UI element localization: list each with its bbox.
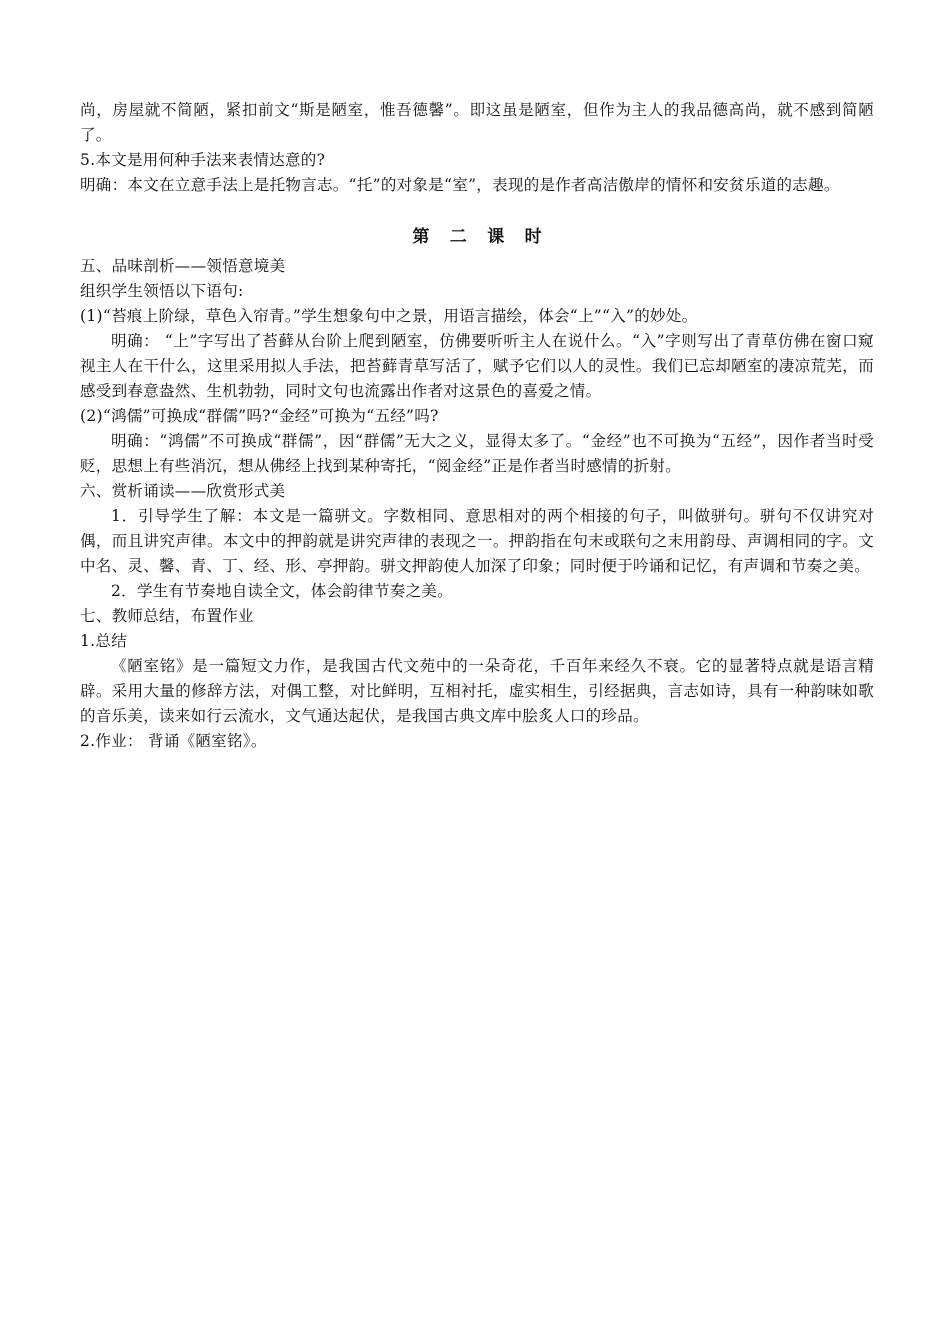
question-5-answer: 明确：本文在立意手法上是托物言志。“托”的对象是“室”，表现的是作者高洁傲岸的情怀和安贫乐道的志趣。	[80, 176, 840, 194]
section-title: 第二课时	[412, 227, 562, 247]
section-5-question-1: (1)“苔痕上阶绿，草色入帘青。”学生想象句中之景，用语言描绘，体会“上”“入”的妙处。	[80, 307, 698, 325]
section-7-heading: 七、教师总结，布置作业	[80, 607, 254, 625]
section-7-summary: 《陋室铭》是一篇短文力作，是我国古代文苑中的一朵奇花，千百年来经久不衰。它的显著特点就是语言精辟。采用大量的修辞方法，对偶工整，对比鲜明，互相衬托，虚实相生，引经据典，言志如诗，具有一种韵味如歌的音乐美，读来如行云流水，文气通达起伏，是我国古典文库中脍炙人口的珍品。	[80, 657, 874, 725]
section-5-intro: 组织学生领悟以下语句:	[80, 282, 244, 300]
section-7-homework: 2.作业： 背诵《陋室铭》。	[80, 732, 267, 750]
section-6-paragraph-1: 1．引导学生了解：本文是一篇骈文。字数相同、意思相对的两个相接的句子，叫做骈句。骈句不仅讲究对偶，而且讲究声律。本文中的押韵就是讲究声律的表现之一。押韵指在句末或联句之末用韵母、声调相同的字。文中名、灵、馨、青、丁、经、形、亭押韵。骈文押韵使人加深了印象；同时便于吟诵和记忆，有声调和节奏之美。	[80, 507, 874, 575]
section-5-answer-1: 明确： “上”字写出了苔藓从台阶上爬到陋室，仿佛要听听主人在说什么。“入”字则写出了青草仿佛在窗口窥视主人在干什么，这里采用拟人手法，把苔藓青草写活了，赋予它们以人的灵性。我们已忘却陋室的凄凉荒芜，而感受到春意盎然、生机勃勃，同时文句也流露出作者对这景色的喜爱之情。	[80, 332, 874, 400]
section-7-subheading-1: 1.总结	[80, 632, 127, 650]
question-5: 5.本文是用何种手法来表情达意的?	[80, 151, 326, 169]
section-6-paragraph-2: 2．学生有节奏地自读全文，体会韵律节奏之美。	[111, 582, 453, 600]
document-body	[80, 98, 874, 754]
section-5-question-2: (2)“鸿儒”可换成“群儒”吗?“金经”可换为“五经”吗?	[80, 407, 439, 425]
section-5-answer-2: 明确：“鸿儒”不可换成“群儒”，因“群儒”无大之义，显得太多了。“金经”也不可换为“五经”，因作者当时受贬，思想上有些消沉，想从佛经上找到某种寄托，“阅金经”正是作者当时感情的折射。	[80, 432, 874, 475]
spacer	[80, 198, 874, 208]
continuation-paragraph: 尚，房屋就不简陋，紧扣前文“斯是陋室，惟吾德馨”。即这虽是陋室，但作为主人的我品德高尚，就不感到简陋了。	[80, 101, 874, 144]
section-5-heading: 五、品味剖析——领悟意境美	[80, 257, 286, 275]
section-6-heading: 六、赏析诵读——欣赏形式美	[80, 482, 286, 500]
